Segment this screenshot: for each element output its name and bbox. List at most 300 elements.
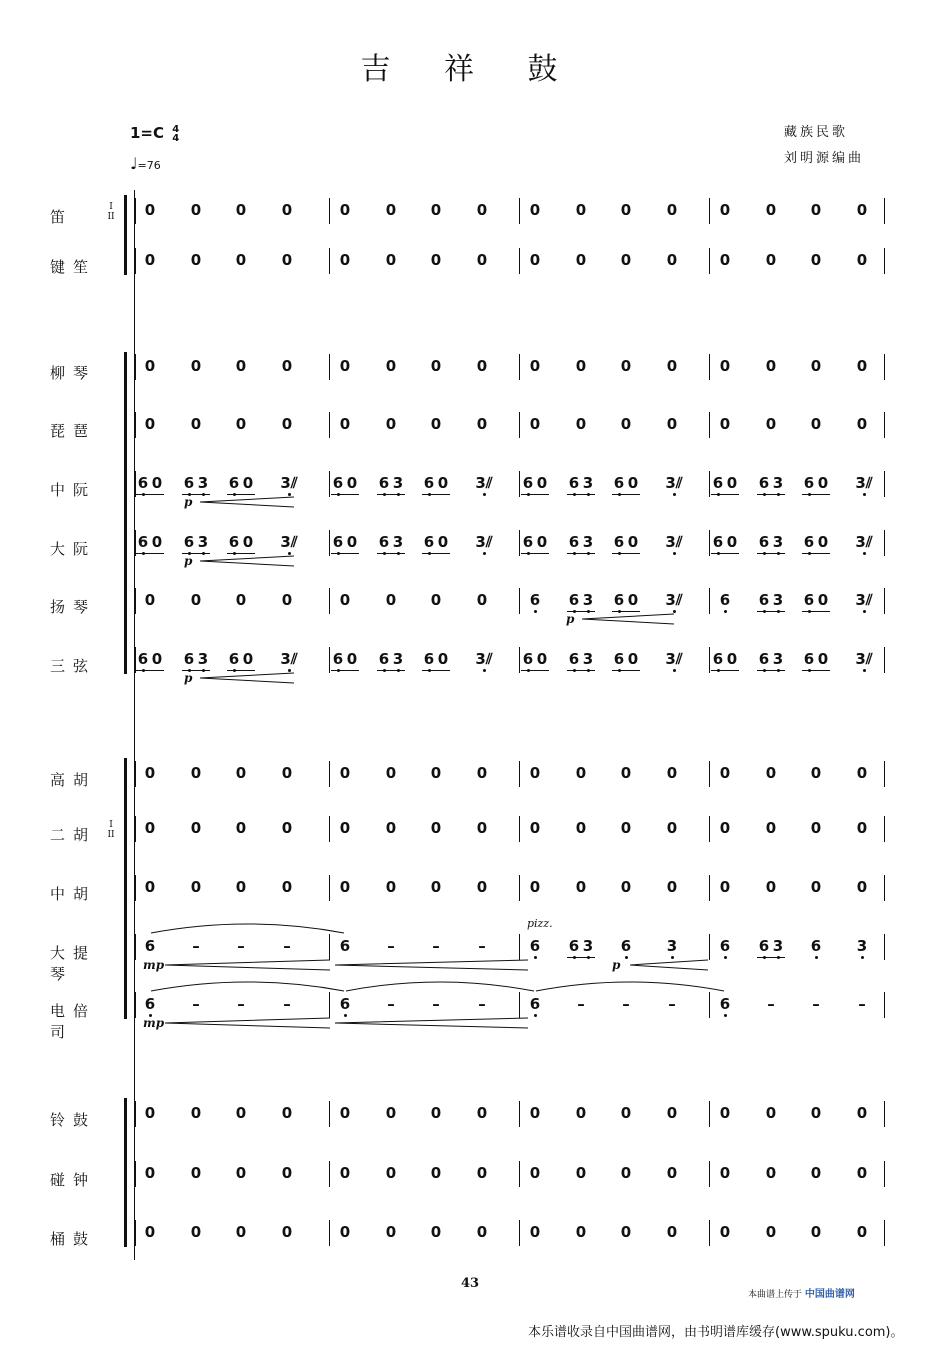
note: 6 [414, 474, 444, 492]
note: 0 [627, 650, 639, 668]
note: 0 [430, 819, 442, 837]
note: 0 [346, 650, 358, 668]
bar-line [884, 412, 885, 438]
note-dot [483, 669, 486, 672]
beam-line [567, 553, 595, 554]
beam-line [567, 670, 595, 671]
note: 0 [627, 591, 639, 609]
tempo-marking [130, 154, 161, 173]
note: 0 [765, 878, 777, 896]
note: 6 [174, 533, 204, 551]
crescendo-hairpin [630, 959, 708, 971]
note: 0 [144, 819, 156, 837]
note: 0 [719, 878, 731, 896]
note: 6 [414, 533, 444, 551]
note: – [432, 995, 440, 1013]
note: 0 [529, 764, 541, 782]
note: 0 [627, 474, 639, 492]
note: 0 [620, 819, 632, 837]
note: 0 [810, 201, 822, 219]
note-dot [861, 956, 864, 959]
note: 6 [323, 533, 353, 551]
note: 0 [817, 474, 829, 492]
note: 0 [281, 251, 293, 269]
crescendo-hairpin [165, 959, 330, 971]
note: 0 [856, 764, 868, 782]
note: 6 [513, 474, 543, 492]
note: 0 [430, 201, 442, 219]
note: 0 [765, 1104, 777, 1122]
note: 0 [575, 819, 587, 837]
tie-arc [345, 978, 535, 992]
note: 0 [437, 533, 449, 551]
note: 0 [235, 764, 247, 782]
note-dot [724, 956, 727, 959]
note: 3 [573, 533, 603, 551]
note: 0 [620, 201, 632, 219]
beam-line [227, 670, 255, 671]
note: 3⫽ [849, 650, 879, 668]
note: 0 [476, 415, 488, 433]
note: 6 [128, 533, 158, 551]
note: 0 [575, 764, 587, 782]
note: 0 [385, 1104, 397, 1122]
note: 0 [281, 1164, 293, 1182]
note: 6 [135, 995, 165, 1013]
instrument-name: 电倍司 [50, 1002, 97, 1041]
note: 0 [810, 1104, 822, 1122]
note: 0 [385, 415, 397, 433]
note: 0 [810, 251, 822, 269]
note: 0 [666, 878, 678, 896]
instrument-name: 三弦 [50, 657, 97, 675]
footer-text: 本乐谱收录自中国曲谱网，由书明谱库缓存(www.spuku.com)。 [528, 1325, 904, 1340]
note: 0 [719, 1164, 731, 1182]
note: – [577, 995, 585, 1013]
beam-line [612, 494, 640, 495]
note-dot [863, 669, 866, 672]
note-dot [673, 552, 676, 555]
note: 6 [794, 591, 824, 609]
note: 6 [144, 937, 156, 955]
note: 6 [794, 650, 824, 668]
note: 6 [219, 533, 249, 551]
note: 3 [763, 533, 793, 551]
crescendo-hairpin [335, 1017, 528, 1029]
note: 0 [144, 878, 156, 896]
note: 0 [765, 764, 777, 782]
dynamic-marking: p [566, 612, 575, 626]
note: 0 [765, 1164, 777, 1182]
bar-line [884, 816, 885, 842]
note: 0 [529, 357, 541, 375]
bar-line [884, 761, 885, 787]
instrument-name: 大阮 [50, 540, 97, 558]
time-signature [172, 125, 179, 143]
note: 0 [817, 533, 829, 551]
note: 0 [627, 533, 639, 551]
note: 0 [719, 201, 731, 219]
note: 6 [749, 474, 779, 492]
group-bracket [124, 1098, 127, 1247]
note: 0 [476, 1104, 488, 1122]
note: 6 [520, 995, 550, 1013]
note: 6 [174, 650, 204, 668]
note: 0 [575, 201, 587, 219]
group-bracket [124, 758, 127, 1019]
note: 0 [430, 415, 442, 433]
bar-line [884, 1101, 885, 1127]
note: 0 [765, 819, 777, 837]
note: 0 [529, 1104, 541, 1122]
note: 6 [710, 937, 740, 955]
note: 0 [281, 819, 293, 837]
note: 0 [856, 251, 868, 269]
note: 0 [235, 1104, 247, 1122]
note: 6 [559, 650, 589, 668]
note: 0 [620, 1164, 632, 1182]
note: 0 [385, 764, 397, 782]
note: 6 [794, 474, 824, 492]
note: 0 [190, 1223, 202, 1241]
note: – [812, 995, 820, 1013]
bar-line [884, 248, 885, 274]
note: 0 [719, 1104, 731, 1122]
note: 0 [144, 201, 156, 219]
note: 0 [339, 1223, 351, 1241]
note: 0 [666, 1104, 678, 1122]
note: 0 [817, 650, 829, 668]
note-dot [483, 493, 486, 496]
note-dot [724, 610, 727, 613]
note: 0 [281, 1223, 293, 1241]
note: – [237, 995, 245, 1013]
beam-line [567, 494, 595, 495]
note: 0 [190, 201, 202, 219]
note: 0 [856, 819, 868, 837]
dynamic-marking: p [612, 958, 621, 972]
beam-line [377, 553, 405, 554]
note: 0 [856, 1104, 868, 1122]
instrument-name: 二胡 [50, 826, 97, 844]
note: 0 [385, 878, 397, 896]
dynamic-marking: mp [143, 958, 165, 972]
note: 3 [188, 474, 218, 492]
note: 6 [801, 937, 831, 955]
beam-line [612, 553, 640, 554]
note: 6 [710, 995, 740, 1013]
note: – [858, 995, 866, 1013]
note: 0 [430, 764, 442, 782]
note: 0 [339, 878, 351, 896]
tie-arc [535, 978, 725, 992]
note: 6 [710, 591, 740, 609]
note: 0 [765, 201, 777, 219]
crescendo-hairpin [582, 613, 674, 625]
note: – [237, 937, 245, 955]
note: 6 [414, 650, 444, 668]
note: 6 [339, 937, 351, 955]
note: 3⫽ [659, 591, 689, 609]
note: 0 [575, 1104, 587, 1122]
instrument-name: 碰钟 [50, 1171, 97, 1189]
note-dot [863, 552, 866, 555]
dynamic-marking: p [184, 554, 193, 568]
note: 3⫽ [469, 533, 499, 551]
note: 0 [144, 357, 156, 375]
beam-line [331, 494, 359, 495]
note: 0 [726, 533, 738, 551]
note: 6 [323, 474, 353, 492]
note: 0 [575, 251, 587, 269]
bar-line [884, 1161, 885, 1187]
note: 0 [476, 591, 488, 609]
dynamic-marking: p [184, 671, 193, 685]
note: 0 [190, 1164, 202, 1182]
note: 6 [604, 650, 634, 668]
note: 0 [190, 415, 202, 433]
note: – [283, 937, 291, 955]
note: 0 [242, 533, 254, 551]
note: 0 [144, 591, 156, 609]
note: 0 [620, 1104, 632, 1122]
note: 0 [575, 415, 587, 433]
time-top: 4 [172, 123, 180, 135]
note: 3 [763, 591, 793, 609]
beam-line [711, 670, 739, 671]
beam-line [422, 553, 450, 554]
note: 6 [369, 474, 399, 492]
beam-line [711, 553, 739, 554]
note: 6 [513, 533, 543, 551]
note: 0 [190, 251, 202, 269]
note: 3 [573, 474, 603, 492]
note: 0 [529, 819, 541, 837]
note: 0 [666, 1164, 678, 1182]
note: 3⫽ [274, 474, 304, 492]
beam-line [757, 957, 785, 958]
upload-note [748, 1285, 855, 1300]
note: 6 [559, 474, 589, 492]
pizz-marking: pizz. [527, 917, 553, 930]
note: 0 [385, 1223, 397, 1241]
note: 0 [575, 878, 587, 896]
group-bracket [124, 195, 127, 275]
note: 3 [573, 591, 603, 609]
beam-line [227, 553, 255, 554]
note: 0 [144, 251, 156, 269]
note: 3⫽ [659, 474, 689, 492]
note: – [478, 937, 486, 955]
note: 6 [330, 995, 360, 1013]
note-dot [534, 956, 537, 959]
beam-line [757, 553, 785, 554]
note: – [767, 995, 775, 1013]
note: 0 [242, 650, 254, 668]
group-bracket [124, 352, 127, 674]
note: 0 [620, 764, 632, 782]
note: 0 [856, 415, 868, 433]
crescendo-hairpin [165, 1017, 330, 1029]
bar-line [884, 588, 885, 614]
time-bottom: 4 [172, 132, 180, 144]
note: 0 [726, 650, 738, 668]
beam-line [136, 670, 164, 671]
bar-line [884, 354, 885, 380]
beam-line [567, 957, 595, 958]
bar-line [884, 647, 885, 673]
quarter-note-icon: ♩ [130, 154, 138, 173]
note: 0 [190, 878, 202, 896]
dynamic-marking: mp [143, 1016, 165, 1030]
note: 0 [719, 764, 731, 782]
bar-line [884, 992, 885, 1018]
note: 3⫽ [849, 533, 879, 551]
note: 0 [385, 819, 397, 837]
note: 3⫽ [659, 533, 689, 551]
note: 6 [703, 533, 733, 551]
note: 0 [281, 1104, 293, 1122]
note: 0 [765, 415, 777, 433]
note-dot [863, 610, 866, 613]
beam-line [802, 553, 830, 554]
note: 0 [242, 474, 254, 492]
note: 3 [383, 474, 413, 492]
note: 0 [719, 357, 731, 375]
note: 3 [188, 533, 218, 551]
note: – [192, 995, 200, 1013]
tie-arc [150, 920, 345, 934]
note: 0 [476, 201, 488, 219]
note: 3⫽ [469, 474, 499, 492]
note: 0 [339, 819, 351, 837]
note: 0 [190, 591, 202, 609]
note: 6 [749, 650, 779, 668]
note: 6 [369, 650, 399, 668]
note-dot [673, 669, 676, 672]
note: 0 [235, 201, 247, 219]
note: 0 [810, 357, 822, 375]
note-dot [815, 956, 818, 959]
note: 6 [749, 937, 779, 955]
note: 0 [666, 415, 678, 433]
note: 0 [666, 1223, 678, 1241]
note: 6 [703, 474, 733, 492]
note: 6 [794, 533, 824, 551]
note: 0 [536, 533, 548, 551]
beam-line [802, 670, 830, 671]
note-dot [625, 956, 628, 959]
note: 3⫽ [469, 650, 499, 668]
note: 0 [235, 819, 247, 837]
note: 0 [536, 474, 548, 492]
note: 0 [144, 1104, 156, 1122]
note: 0 [719, 251, 731, 269]
instrument-name: 大提琴 [50, 944, 97, 983]
note: 0 [144, 1223, 156, 1241]
instrument-name: 桶鼓 [50, 1230, 97, 1248]
note: 0 [529, 1223, 541, 1241]
crescendo-hairpin [335, 959, 528, 971]
beam-line [612, 670, 640, 671]
note: 0 [385, 357, 397, 375]
beam-line [521, 670, 549, 671]
crescendo-hairpin [200, 672, 294, 684]
note-dot [483, 552, 486, 555]
note: 0 [476, 251, 488, 269]
note: 0 [346, 474, 358, 492]
note: 3 [383, 533, 413, 551]
note: 3 [657, 937, 687, 955]
note: – [387, 995, 395, 1013]
note: 6 [559, 591, 589, 609]
note: 0 [765, 251, 777, 269]
note: 0 [620, 878, 632, 896]
note: 0 [476, 878, 488, 896]
note: 0 [810, 415, 822, 433]
note: 3 [573, 650, 603, 668]
note: – [192, 937, 200, 955]
note: 0 [235, 591, 247, 609]
note: 6 [559, 533, 589, 551]
note: – [668, 995, 676, 1013]
note: 6 [513, 650, 543, 668]
instrument-name: 琵琶 [50, 422, 97, 440]
note: 6 [520, 937, 550, 955]
instrument-name: 扬琴 [50, 598, 97, 616]
origin-credit: 藏族民歌 [784, 125, 849, 140]
beam-line [711, 494, 739, 495]
note: 0 [151, 474, 163, 492]
note: 0 [339, 201, 351, 219]
key-signature [130, 124, 179, 143]
note: 0 [385, 591, 397, 609]
note: 0 [810, 1164, 822, 1182]
note-dot [673, 493, 676, 496]
beam-line [757, 611, 785, 612]
note: 0 [339, 357, 351, 375]
note: 0 [144, 415, 156, 433]
note: 0 [666, 764, 678, 782]
note: 0 [476, 1164, 488, 1182]
beam-line [757, 670, 785, 671]
note: 3⫽ [274, 533, 304, 551]
brand-logo: 中国曲谱网 [804, 1289, 855, 1300]
note: 0 [856, 1164, 868, 1182]
note: 0 [430, 591, 442, 609]
note: 0 [281, 764, 293, 782]
note: – [432, 937, 440, 955]
note: 0 [339, 415, 351, 433]
arranger-credit: 刘明源编曲 [784, 151, 865, 166]
note: 0 [430, 1104, 442, 1122]
note: 0 [430, 251, 442, 269]
note: 6 [128, 474, 158, 492]
note: 0 [190, 357, 202, 375]
note: – [283, 995, 291, 1013]
tempo-value: =76 [137, 159, 161, 172]
score-title: 吉 祥 鼓 [360, 52, 580, 87]
note: 0 [476, 1223, 488, 1241]
note: 0 [529, 251, 541, 269]
note: 3 [573, 937, 603, 955]
note: 0 [437, 650, 449, 668]
note: 3 [383, 650, 413, 668]
note: 0 [719, 415, 731, 433]
beam-line [136, 494, 164, 495]
note: 0 [339, 764, 351, 782]
note: 0 [719, 819, 731, 837]
